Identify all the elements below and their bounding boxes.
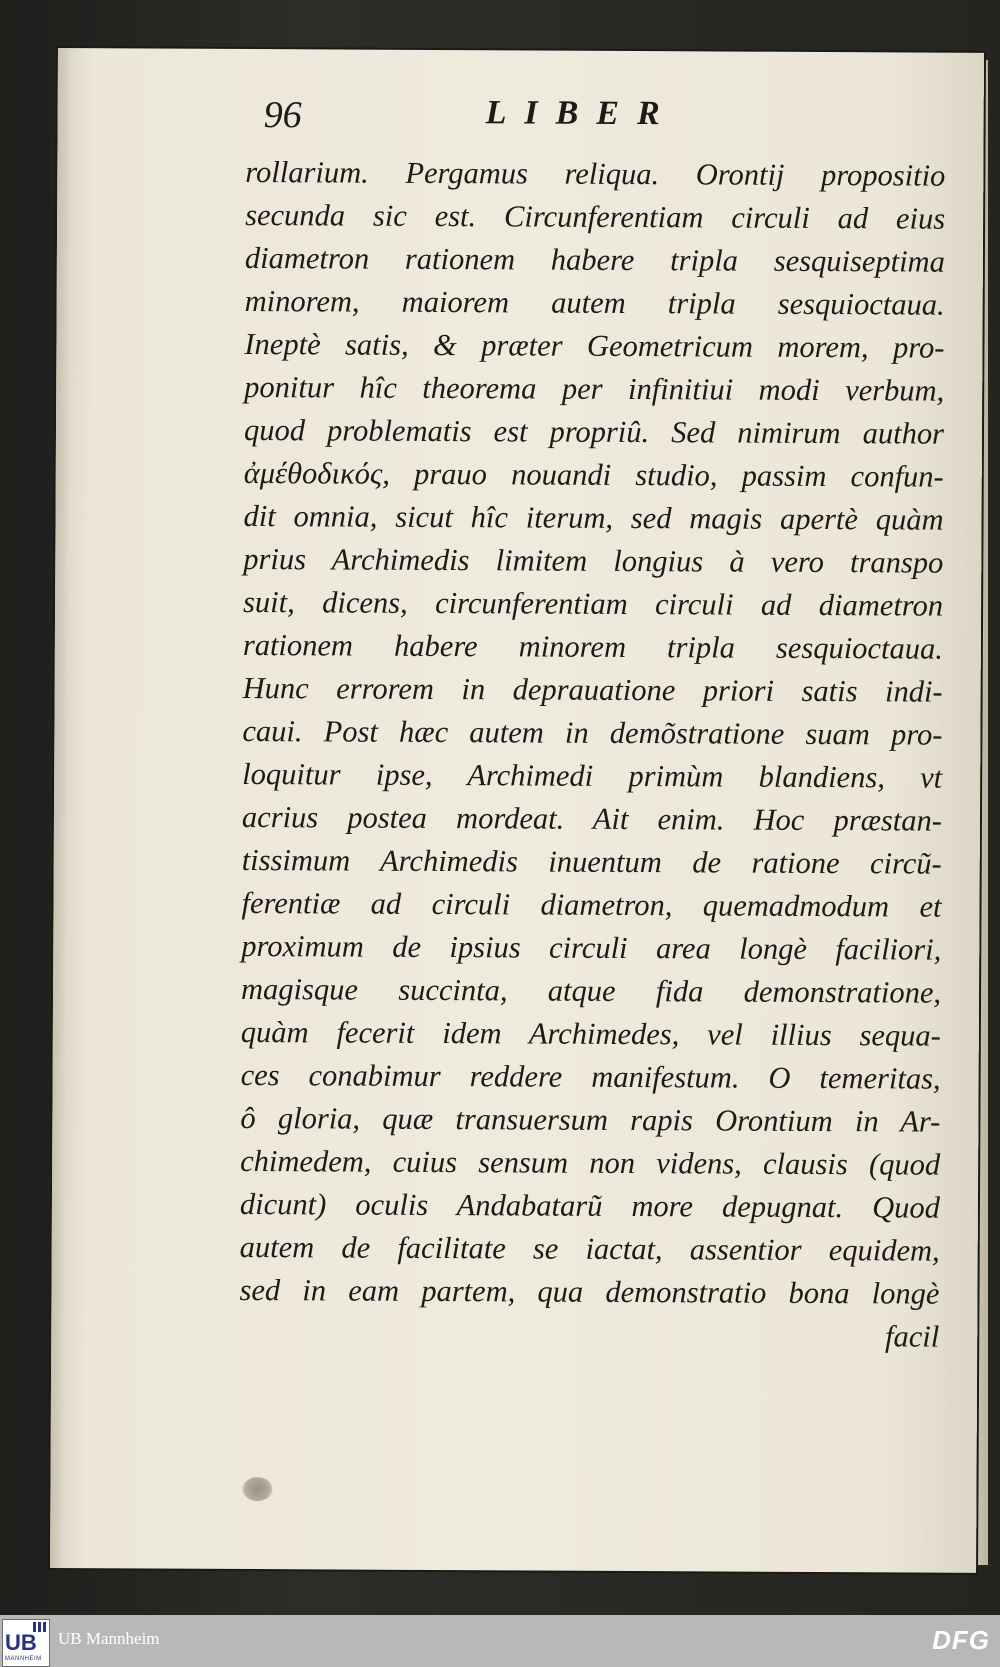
running-title: LIBER — [485, 94, 678, 133]
text-line: loquitur ipse, Archimedi primùm blandiens, vt — [242, 756, 943, 795]
book-page — [50, 48, 984, 1573]
text-line: diametron rationem habere tripla sesquiseptima — [244, 240, 945, 279]
text-line: autem de facilitate se iactat, assentior equidem, — [239, 1229, 940, 1268]
text-line: ferentiæ ad circuli diametron, quemadmodum et — [241, 885, 942, 924]
viewer-footer-bar — [0, 1615, 1000, 1667]
text-line: secunda sic est. Circunferentiam circuli ad eius — [245, 197, 946, 236]
text-line: minorem, maiorem autem tripla sesquioctaua. — [244, 283, 945, 322]
running-head — [264, 93, 964, 147]
text-line: quod problematis est propriû. Sed nimirum author — [243, 412, 945, 451]
text-line: rationem habere minorem tripla sesquioctaua. — [242, 627, 943, 666]
logo-text: UB — [5, 1630, 37, 1655]
text-line: sed in eam partem, qua demonstratio bona longè — [239, 1272, 940, 1311]
catchword: facil — [884, 1319, 940, 1354]
page-gutter-shadow — [50, 48, 72, 1568]
text-line: Hunc errorem in deprauatione priori satis indi- — [242, 670, 943, 709]
text-line: magisque succinta, atque fida demonstratione, — [240, 971, 942, 1010]
text-line: quàm fecerit idem Archimedes, vel illius sequa- — [240, 1014, 941, 1053]
text-line: chimedem, cuius sensum non videns, clausis (quod — [240, 1143, 941, 1182]
page-number: 96 — [263, 94, 302, 137]
text-line: acrius postea mordeat. Ait enim. Hoc præstan- — [241, 799, 943, 838]
text-line: Ineptè satis, & præter Geometricum morem, pro- — [244, 326, 945, 365]
text-line: ô gloria, quæ transuersum rapis Orontium in Ar- — [240, 1100, 941, 1139]
text-line: ponitur hîc theorema per infinitiui modi verbum, — [244, 369, 945, 408]
dfg-logo[interactable]: DFG — [932, 1625, 990, 1655]
library-name[interactable]: UB Mannheim — [58, 1629, 160, 1648]
text-block — [239, 151, 945, 1359]
paper-stain — [242, 1477, 272, 1501]
text-line: dit omnia, sicut hîc iterum, sed magis apertè quàm — [243, 498, 944, 537]
logo-subtext: MANNHEIM — [5, 1656, 42, 1662]
text-line: ἀμέθοδικός, prauo nouandi studio, passim confun- — [243, 455, 944, 494]
text-line: suit, dicens, circunferentiam circuli ad diametron — [243, 584, 944, 623]
text-line: dicunt) oculis Andabatarũ more depugnat. Quod — [239, 1186, 941, 1225]
text-line: ces conabimur reddere manifestum. O temeritas, — [240, 1057, 941, 1096]
text-line: caui. Post hæc autem in demõstratione suam pro- — [242, 713, 943, 752]
text-line: rollarium. Pergamus reliqua. Orontij propositio — [245, 154, 946, 193]
text-line: prius Archimedis limitem longius à vero transpo — [243, 541, 944, 580]
text-line: proximum de ipsius circuli area longè faciliori, — [241, 928, 942, 967]
ub-mannheim-logo[interactable] — [2, 1619, 50, 1667]
text-line: tissimum Archimedis inuentum de ratione circũ- — [241, 842, 942, 881]
